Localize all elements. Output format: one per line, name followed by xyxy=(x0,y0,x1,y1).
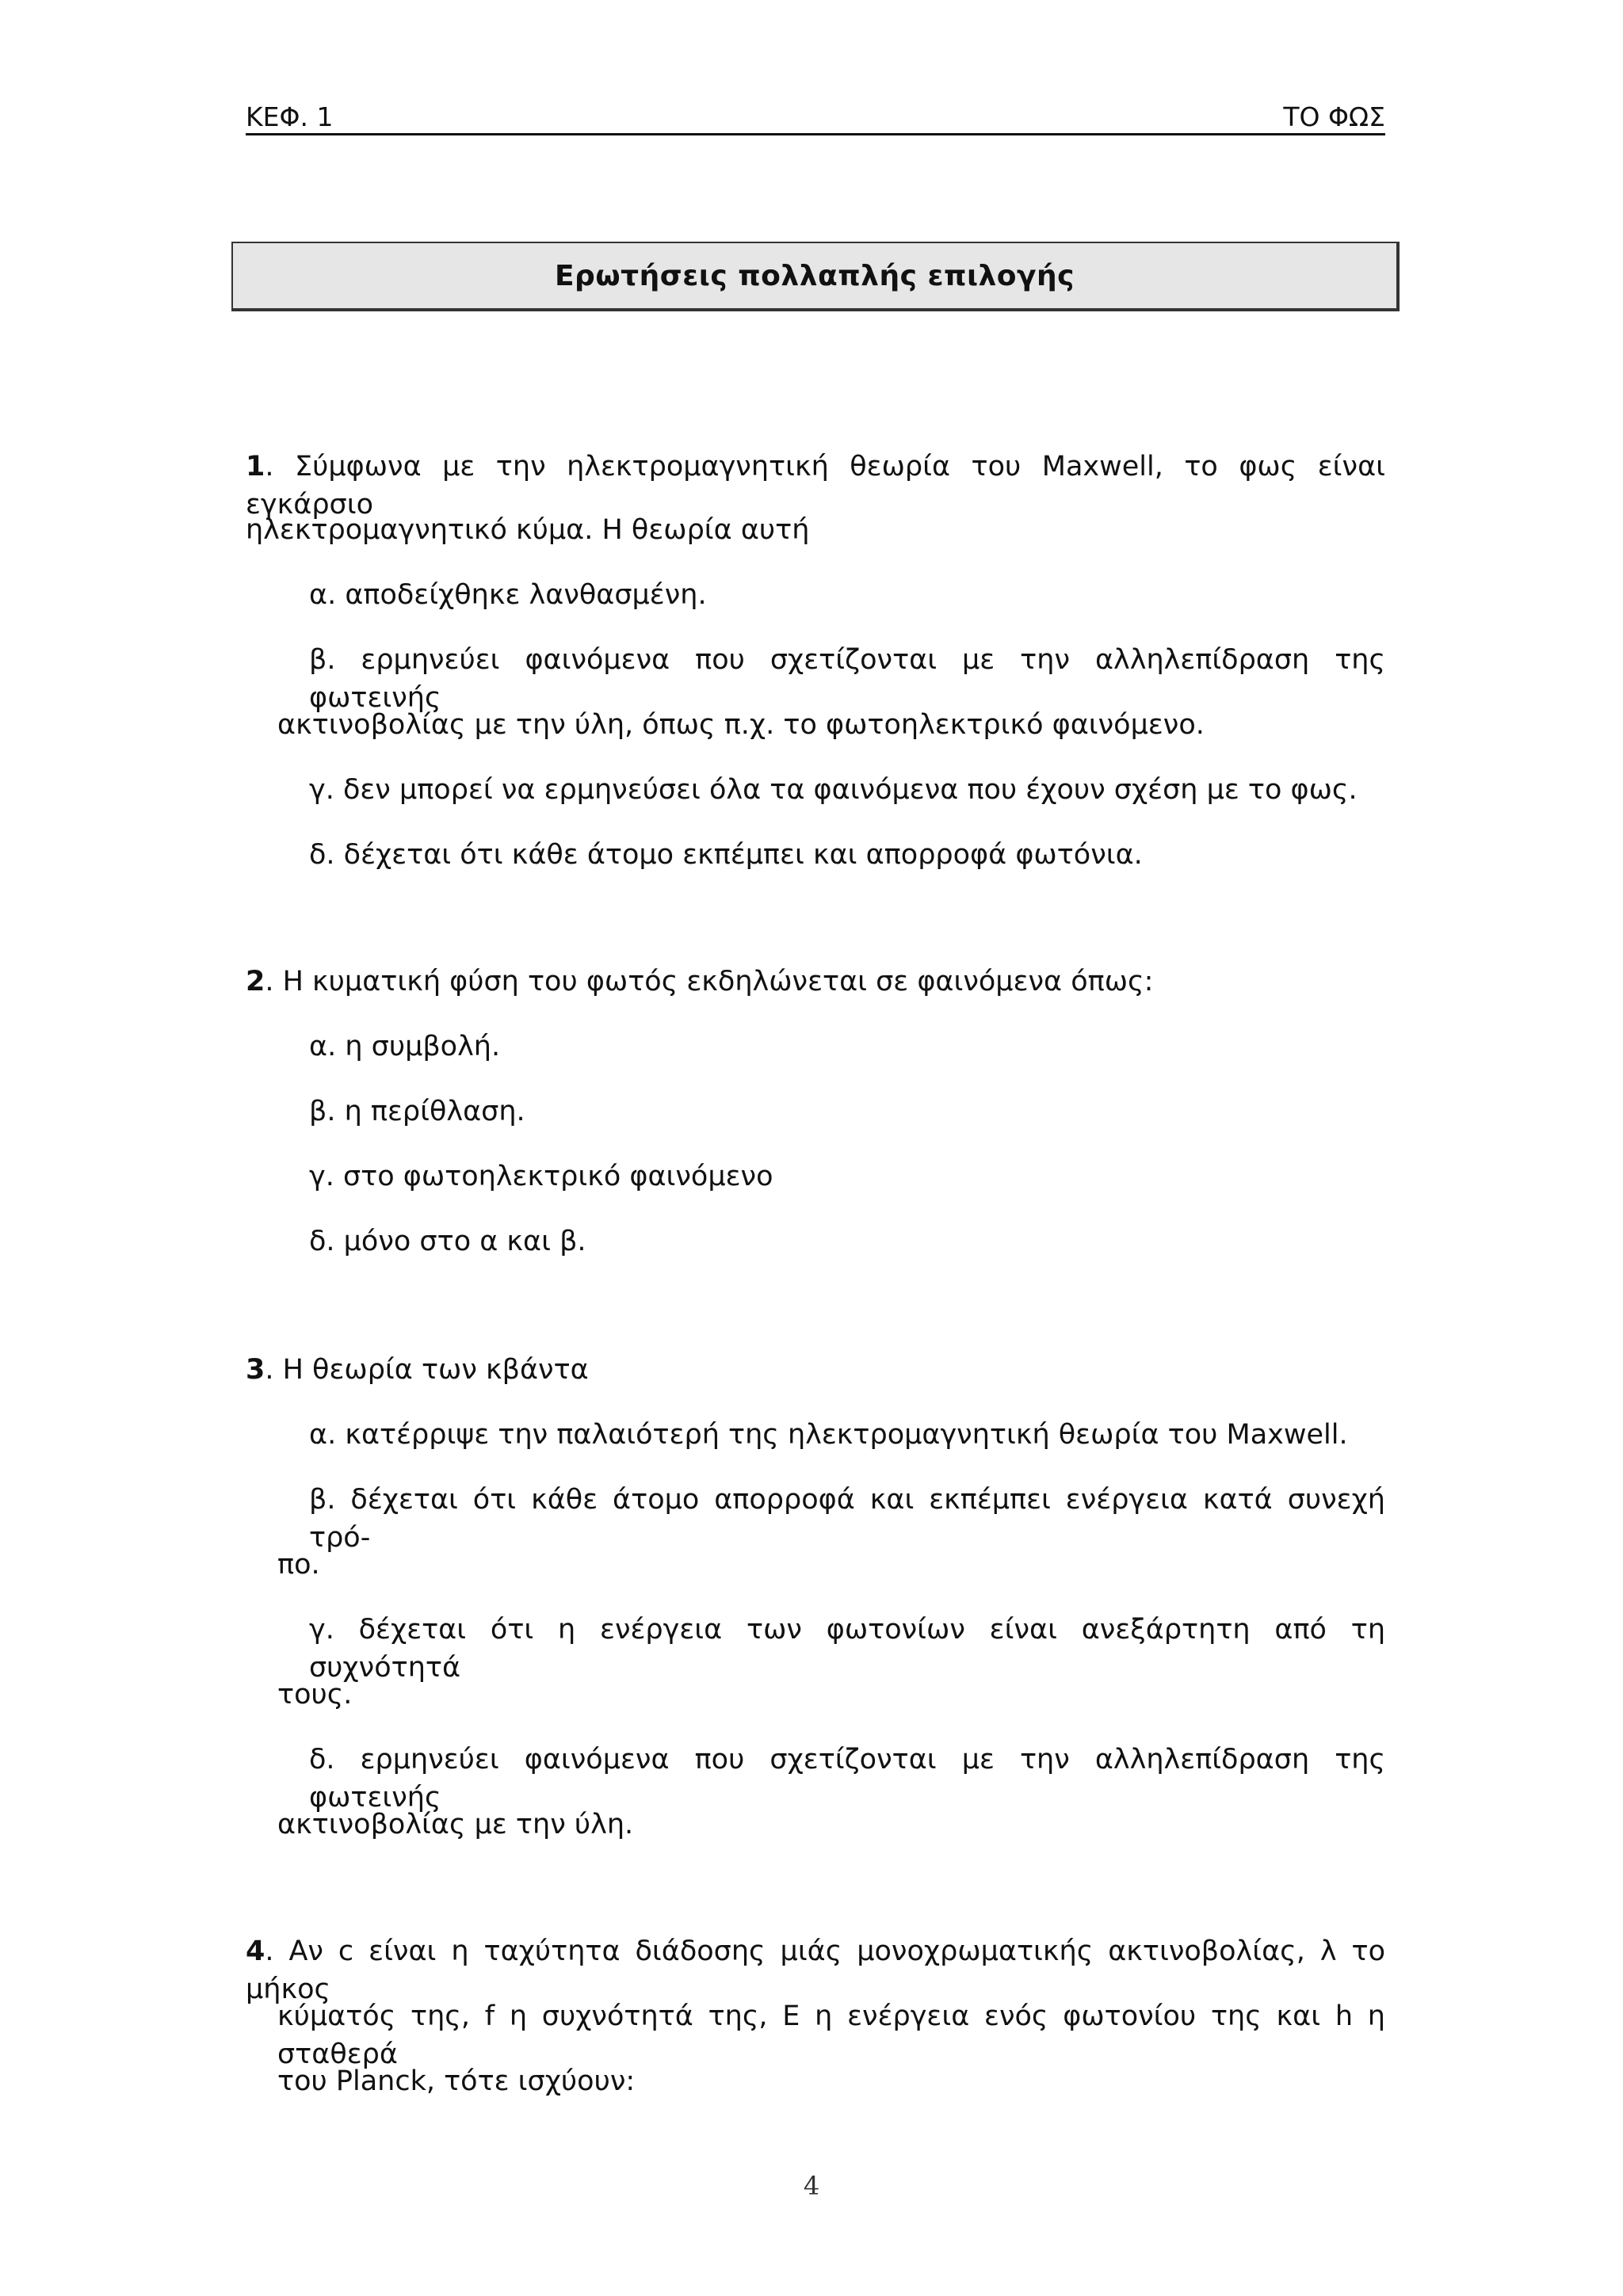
q3-option-a: α. κατέρριψε την παλαιότερή της ηλεκτρομαγνητική θεωρία του Maxwell. xyxy=(309,1419,1348,1451)
q3-option-b-line1: β. δέχεται ότι κάθε άτομο απορροφά και εκπέμπει ενέργεια κατά συνεχή τρό- xyxy=(309,1484,1385,1554)
q1-number: 1 xyxy=(246,451,265,482)
q4-number: 4 xyxy=(246,1936,265,1967)
q3-option-d-line1: δ. ερμηνεύει φαινόμενα που σχετίζονται με την αλληλεπίδραση της φωτεινής xyxy=(309,1744,1385,1814)
q2-option-d: δ. μόνο στο α και β. xyxy=(309,1226,586,1257)
q4-stem-line2: κύματός της, f η συχνότητά της, Ε η ενέργεια ενός φωτονίου της και h η σταθερά xyxy=(277,2000,1385,2070)
q3-option-c-line2: τους. xyxy=(277,1679,353,1711)
q1-option-b-line1: β. ερμηνεύει φαινόμενα που σχετίζονται με την αλληλεπίδραση της φωτεινής xyxy=(309,644,1385,714)
q3-option-d-line2: ακτινοβολίας με την ύλη. xyxy=(277,1809,634,1840)
q3-stem: 3. Η θεωρία των κβάντα xyxy=(246,1354,589,1386)
q3-option-b-line2: πο. xyxy=(277,1549,320,1581)
q1-stem-line2: ηλεκτρομαγνητικό κύμα. Η θεωρία αυτή xyxy=(246,514,810,546)
q2-option-c: γ. στο φωτοηλεκτρικό φαινόμενο xyxy=(309,1161,773,1192)
q2-option-a: α. η συμβολή. xyxy=(309,1031,501,1062)
q1-option-b-line2: ακτινοβολίας με την ύλη, όπως π.χ. το φωτοηλεκτρικό φαινόμενο. xyxy=(277,709,1205,741)
q4-stem-line1: 4. Αν c είναι η ταχύτητα διάδοσης μιάς μονοχρωματικής ακτινοβολίας, λ το μήκος xyxy=(246,1936,1385,2005)
header-topic: ΤΟ ΦΩΣ xyxy=(1283,101,1385,132)
section-title-box xyxy=(231,242,1400,311)
q1-option-a: α. αποδείχθηκε λανθασμένη. xyxy=(309,579,707,611)
header-chapter: ΚΕΦ. 1 xyxy=(246,101,334,132)
q2-number: 2 xyxy=(246,966,265,997)
header-rule xyxy=(246,133,1385,135)
q1-option-d: δ. δέχεται ότι κάθε άτομο εκπέμπει και απορροφά φωτόνια. xyxy=(309,839,1143,871)
q2-stem: 2. Η κυματική φύση του φωτός εκδηλώνεται σε φαινόμενα όπως: xyxy=(246,966,1154,997)
q3-option-c-line1: γ. δέχεται ότι η ενέργεια των φωτονίων είναι ανεξάρτητη από τη συχνότητά xyxy=(309,1614,1385,1684)
q1-stem-line1: 1. Σύμφωνα με την ηλεκτρομαγνητική θεωρία του Maxwell, το φως είναι εγκάρσιο xyxy=(246,451,1385,521)
q2-option-b: β. η περίθλαση. xyxy=(309,1096,525,1127)
page-number: 4 xyxy=(803,2171,820,2201)
section-title: Ερωτήσεις πολλαπλής επιλογής xyxy=(554,259,1075,292)
q4-stem-line3: του Planck, τότε ισχύουν: xyxy=(277,2065,636,2097)
q1-option-c: γ. δεν μπορεί να ερμηνεύσει όλα τα φαινόμενα που έχουν σχέση με το φως. xyxy=(309,774,1358,806)
q3-number: 3 xyxy=(246,1354,265,1386)
